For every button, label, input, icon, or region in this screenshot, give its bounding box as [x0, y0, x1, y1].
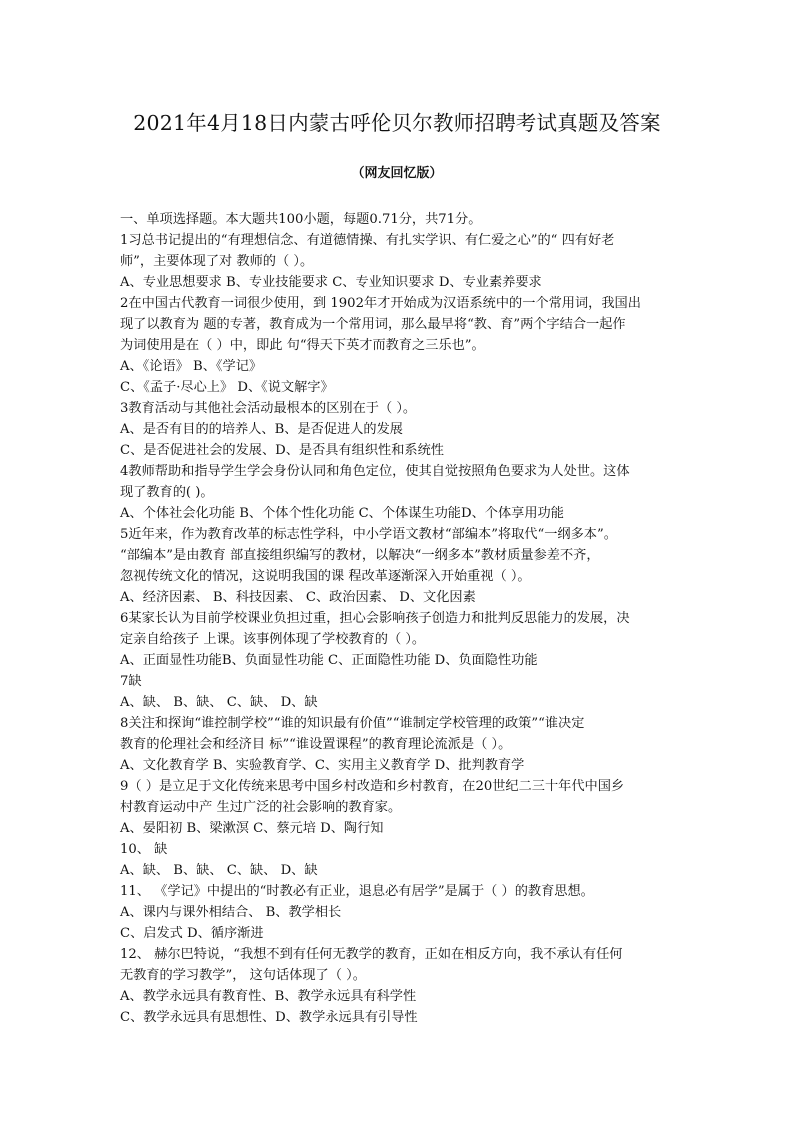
text-line: 2在中国古代教育一词很少使用，到 1902年才开始成为汉语系统中的一个常用词，我国出	[120, 296, 641, 311]
text-line: A、缺、 B、缺、 C、缺、 D、缺	[120, 695, 318, 710]
text-line: 现了教育的( )。	[120, 485, 214, 500]
text-line: 10、 缺	[120, 842, 168, 857]
text-line: A、个体社会化功能 B、个体个性化功能 C、个体谋生功能D、个体享用功能	[120, 506, 564, 521]
text-line: 无教育的学习教学”， 这句话体现了（ ）。	[120, 968, 366, 983]
text-line: “部编本”是由教育 部直接组织编写的教材，以解决“一纲多本”教材质量参差不齐，	[120, 548, 600, 563]
text-line: 11、 《学记》中提出的“时教必有正业，退息必有居学”是属于（ ）的教育思想。	[120, 884, 594, 899]
text-line: A、晏阳初 B、梁漱溟 C、蔡元培 D、陶行知	[120, 821, 384, 836]
text-line: A、经济因素、 B、科技因素、 C、政治因素、 D、文化因素	[120, 590, 476, 605]
text-line: 现了以教育为 题的专著，教育成为一个常用词，那么最早将“教、育”两个字结合一起作	[120, 317, 626, 332]
document-title: 2021年4月18日内蒙古呼伦贝尔教师招聘考试真题及答案	[133, 111, 661, 135]
text-line: A、《论语》 B、《学记》	[120, 359, 263, 374]
text-line: A、正面显性功能B、负面显性功能 C、正面隐性功能 D、负面隐性功能	[120, 653, 538, 668]
text-line: 8关注和探询“谁控制学校”“谁的知识最有价值”“谁制定学校管理的政策”“谁决定	[120, 716, 585, 731]
text-line: 村教育运动中产 生过广泛的社会影响的教育家。	[120, 800, 402, 815]
text-line: 5近年来，作为教育改革的标志性学科，中小学语文教材“部编本”将取代“一纲多本”。	[120, 527, 617, 542]
text-line: 忽视传统文化的情况，这说明我国的课 程改革逐渐深入开始重视（ ）。	[120, 569, 531, 584]
text-line: C、启发式 D、循序渐进	[120, 926, 264, 941]
text-line: C、教学永远具有思想性、D、教学永远具有引导性	[120, 1010, 418, 1025]
text-line: C、是否促进社会的发展、D、是否具有组织性和系统性	[120, 443, 444, 458]
text-line: A、文化教育学 B、实验教育学、C、实用主义教育学 D、批判教育学	[120, 758, 525, 773]
text-line: A、是否有目的的培养人、B、是否促进人的发展	[120, 422, 403, 437]
text-line: 一、单项选择题。本大题共100小题，每题0.71分，共71分。	[120, 212, 482, 227]
text-line: 6某家长认为目前学校课业负担过重，担心会影响孩子创造力和批判反思能力的发展，决	[120, 611, 630, 626]
document-body	[120, 209, 680, 1028]
text-line: A、专业思想要求 B、专业技能要求 C、专业知识要求 D、专业素养要求	[120, 275, 542, 290]
document-subtitle: （网友回忆版）	[351, 166, 443, 181]
text-line: 7缺	[120, 674, 142, 689]
text-line: A、教学永远具有教育性、B、教学永远具有科学性	[120, 989, 417, 1004]
text-line: 12、 赫尔巴特说，“我想不到有任何无教学的教育，正如在相反方向，我不承认有任何	[120, 947, 623, 962]
text-line: A、缺、 B、缺、 C、缺、 D、缺	[120, 863, 318, 878]
text-line: 1习总书记提出的“有理想信念、有道德情操、有扎实学识、有仁爱之心”的“ 四有好老	[120, 233, 615, 248]
text-line: 定亲自给孩子 上课。该事例体现了学校教育的（ ）。	[120, 632, 426, 647]
text-line: 为词使用是在（ ）中，即此 句“得天下英才而教育之三乐也”。	[120, 338, 485, 353]
text-line: C、《孟子·尽心上》 D、《说文解字》	[120, 380, 334, 395]
text-line: A、课内与课外相结合、 B、教学相长	[120, 905, 342, 920]
text-line: 9（ ）是立足于文化传统来思考中国乡村改造和乡村教育，在20世纪二三十年代中国乡	[120, 779, 625, 794]
text-line: 3教育活动与其他社会活动最根本的区别在于（ ）。	[120, 401, 417, 416]
text-line: 教育的伦理社会和经济目 标”“谁设置课程”的教育理论流派是（ ）。	[120, 737, 512, 752]
text-line: 师”，主要体现了对 教师的（ ）。	[120, 254, 314, 269]
text-line: 4教师帮助和指导学生学会身份认同和角色定位，使其自觉按照角色要求为人处世。这体	[120, 464, 630, 479]
